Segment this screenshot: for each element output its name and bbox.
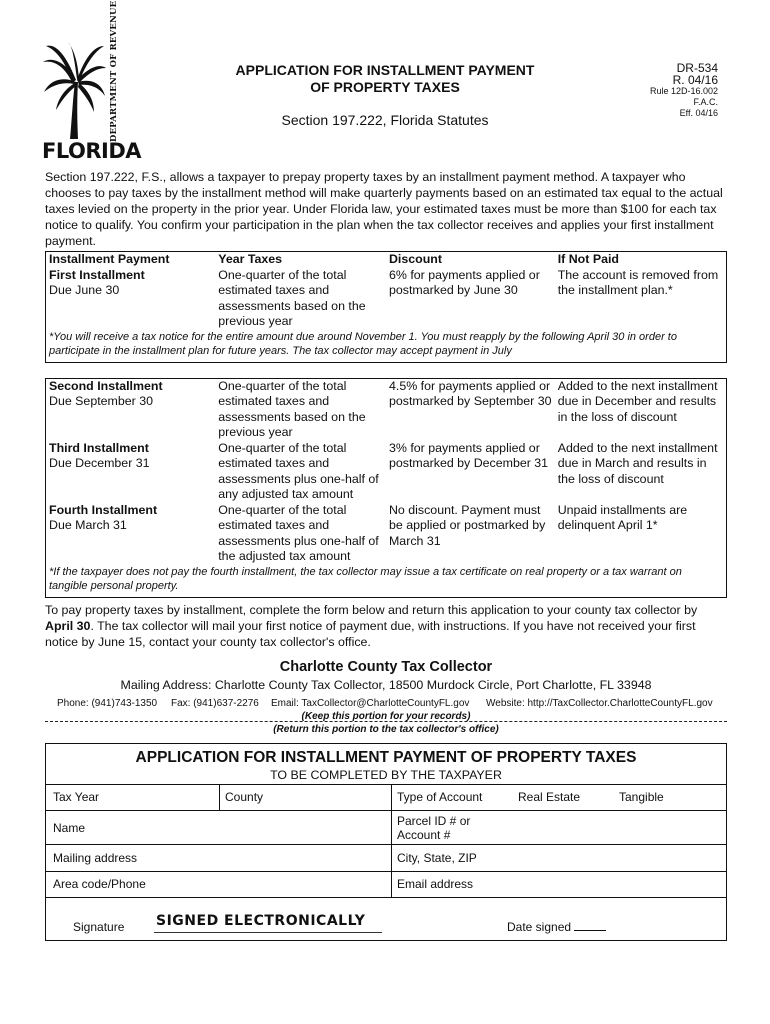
county-field[interactable]: County — [225, 790, 264, 804]
instructions-paragraph: To pay property taxes by installment, complete the form below and return this application to your county tax collector by April 30. The tax collector will mail your first notice of payment due, with instructions. If you have not received your first notice by June 15, contact your county tax collector's office. — [45, 603, 698, 649]
form-number: DR-534 — [676, 61, 718, 75]
form-revision: R. 04/16 — [672, 73, 718, 87]
form-subtitle: TO BE COMPLETED BY THE TAXPAYER — [270, 768, 502, 782]
parcel-id-field[interactable]: Parcel ID # or Account # — [397, 814, 471, 842]
table-note-row: *If the taxpayer does not pay the fourth installment, the tax collector may issue a tax certificate on real property or a tax warrant on tangible personal property. — [46, 565, 727, 598]
palm-tree-icon — [42, 42, 106, 140]
application-form — [45, 743, 727, 941]
collector-name: Charlotte County Tax Collector — [279, 659, 493, 675]
tangible-option[interactable]: Tangible — [619, 790, 664, 804]
form-rule: Rule 12D-16.002 — [649, 86, 718, 96]
signature-label: Signature — [73, 920, 125, 934]
intro-paragraph: Section 197.222, F.S., allows a taxpayer to prepay property taxes by an installment payment method. A taxpayer who chooses to pay taxes by the installment method will make quarterly payments based on an estimated tax equal to the actual taxes levied on the property in the prior year. Under Florida law, your estimated taxes must be more than $100 for each tax notice to qualify. You confirm your participation in the plan when the tax collector receives and applies your first installment payment. — [45, 170, 723, 248]
page-title: APPLICATION FOR INSTALLMENT PAYMENT OF PROPERTY TAXES — [235, 62, 535, 95]
collector-mailing-address: Mailing Address: Charlotte County Tax Collector, 18500 Murdock Circle, Port Charlotte, FL 33948 — [120, 678, 652, 692]
collector-website[interactable]: Website: http://TaxCollector.CharlotteCountyFL.gov — [486, 698, 713, 709]
form-fac: F.A.C. — [693, 97, 718, 107]
table-header-row: Installment Payment Year Taxes Discount If Not Paid — [46, 252, 727, 268]
city-state-zip-field[interactable]: City, State, ZIP — [397, 851, 477, 865]
table-note-row: *You will receive a tax notice for the entire amount due around November 1. You must reapply by the following April 30 in order to participate in the installment plan for future years. The tax collector may accept payment in July — [46, 330, 727, 363]
table-row: Third Installment Due December 31 One-quarter of the total estimated taxes and assessments plus one-half of any adjusted tax amount 3% for payments applied or postmarked by December 31 Added to the next installment due in March and results in the loss of discount — [46, 441, 727, 503]
collector-email[interactable]: Email: TaxCollector@CharlotteCountyFL.gov — [271, 698, 470, 709]
date-signed-label: Date signed — [507, 920, 572, 934]
form-number-block — [650, 62, 718, 119]
department-of-revenue-text: DEPARTMENT OF REVENUE — [109, 0, 119, 142]
signature-field[interactable]: SIGNED ELECTRONICALLY — [156, 913, 366, 929]
signature-line — [154, 932, 382, 933]
area-code-phone-field[interactable]: Area code/Phone — [53, 877, 146, 891]
florida-dor-logo — [42, 0, 141, 163]
mailing-address-field[interactable]: Mailing address — [53, 851, 138, 865]
florida-wordmark: FLORIDA — [42, 139, 141, 163]
keep-portion-note: (Keep this portion for your records) — [301, 711, 471, 722]
tax-year-field[interactable]: Tax Year — [53, 790, 100, 804]
return-portion-note: (Return this portion to the tax collector's office) — [273, 724, 499, 735]
email-address-field[interactable]: Email address — [397, 877, 474, 891]
table-row: Second Installment Due September 30 One-quarter of the total estimated taxes and assessments based on the previous year 4.5% for payments applied or postmarked by September 30 Added to the next installment due in December and results in the loss of discount — [46, 378, 727, 441]
form-title: APPLICATION FOR INSTALLMENT PAYMENT OF PROPERTY TAXES — [135, 749, 637, 766]
date-signed-field[interactable] — [574, 930, 606, 931]
name-field[interactable]: Name — [53, 821, 86, 835]
type-of-account-label: Type of Account — [397, 790, 483, 804]
real-estate-option[interactable]: Real Estate — [518, 790, 581, 804]
collector-fax: Fax: (941)637-2276 — [171, 698, 259, 709]
installment-schedule-table — [45, 251, 727, 598]
statute-reference: Section 197.222, Florida Statutes — [281, 112, 489, 128]
collector-phone: Phone: (941)743-1350 — [57, 698, 158, 709]
table-row: First Installment Due June 30 One-quarter of the total estimated taxes and assessments based on the previous year 6% for payments applied or postmarked by June 30 The account is removed from the installment plan.* — [46, 268, 727, 330]
form-effective: Eff. 04/16 — [679, 108, 718, 118]
table-row: Fourth Installment Due March 31 One-quarter of the total estimated taxes and assessments plus one-half of the adjusted tax amount No discount. Payment must be applied or postmarked by March 31 Unpaid installments are delinquent April 1* — [46, 503, 727, 565]
table-spacer — [46, 362, 727, 378]
